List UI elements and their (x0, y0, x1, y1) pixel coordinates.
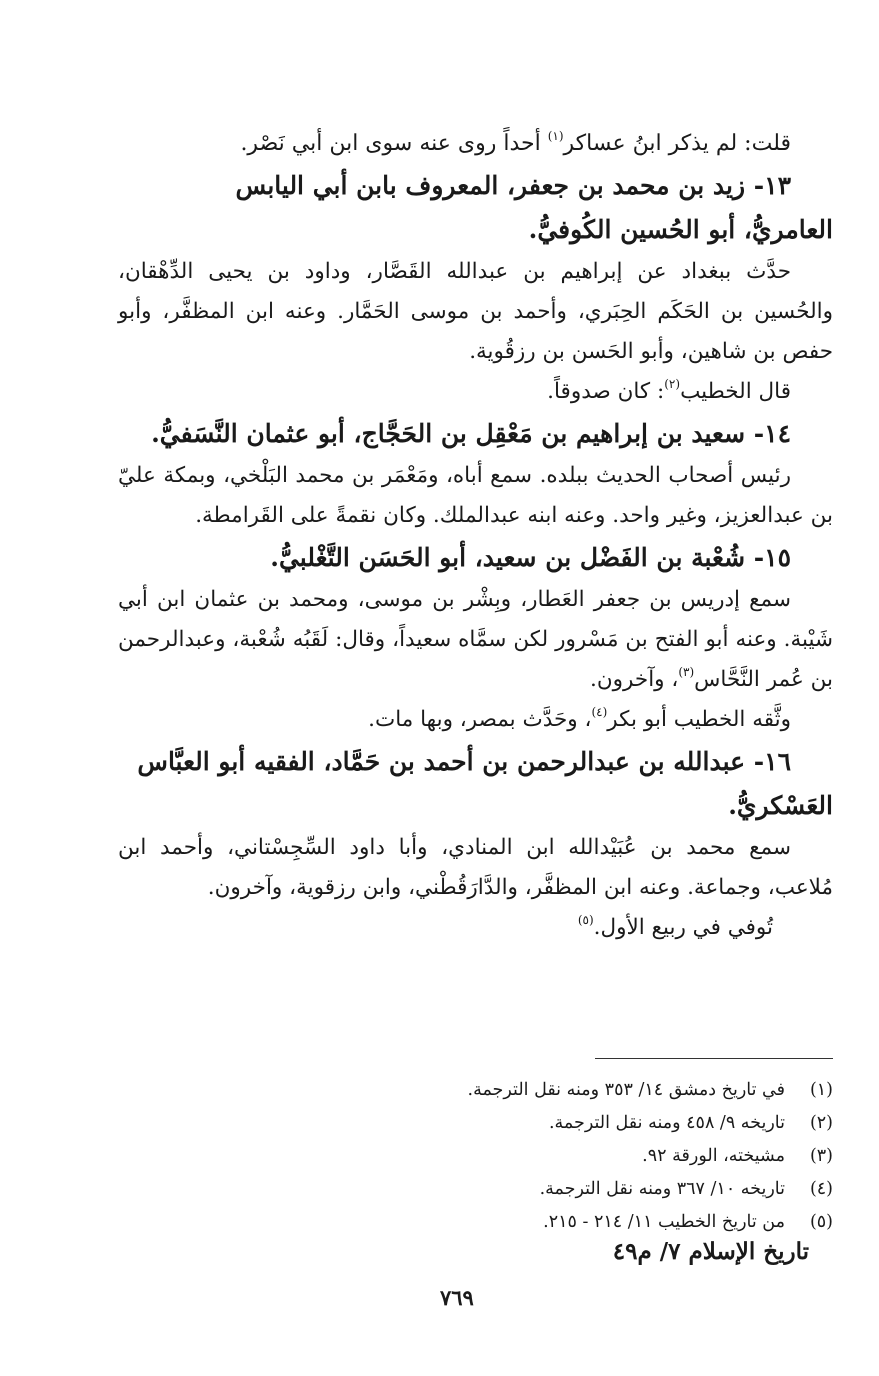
footnote-number: (٥) (809, 1212, 833, 1232)
entry-13-citation (118, 372, 833, 412)
entry-15-paragraph (118, 580, 833, 700)
entry-15-heading: ١٥- شُعْبة بن الفَضْل بن سعيد، أبو الحَسَن التَّغْلبيُّ. (270, 543, 791, 572)
footnote-text: مشيخته، الورقة ٩٢. (642, 1146, 785, 1166)
footnote-number: (٣) (809, 1146, 833, 1166)
footnote-text: من تاريخ الخطيب ١١/ ٢١٤ - ٢١٥. (543, 1212, 785, 1232)
footnote-5 (113, 1206, 833, 1239)
footnote-ref-3: (٣) (678, 665, 695, 679)
entry-13-heading: ١٣- زيد بن محمد بن جعفر، المعروف بابن أبي اليابس (235, 171, 791, 200)
footnote-1 (113, 1074, 833, 1107)
footnote-number: (٤) (809, 1179, 833, 1199)
footnote-2 (113, 1107, 833, 1140)
entry-13-citation-text: قال الخطيب (680, 379, 791, 404)
footnote-4 (113, 1173, 833, 1206)
footnote-ref-2: (٢) (664, 377, 681, 391)
book-title-footer: تاريخ الإسلام ٧/ م٤٩ (612, 1238, 809, 1265)
entry-13-heading-continued: العامريُّ، أبو الحُسين الكُوفيُّ. (528, 215, 833, 244)
footnote-number: (١) (809, 1080, 833, 1100)
entry-15-paragraph-text: سمع إدريس بن جعفر العَطار، وبِشْر بن موسى، ومحمد بن عثمان ابن أبي شَيْبة. وعنه أبو الفتح بن مَسْرور لكن سمَّاه سعيداً، وقال: لَقَبُه شُعْبة، وعبدالرحمن بن عُمر النَّحَّاس (118, 587, 833, 692)
entry-16-heading-continued: العَسْكريُّ. (728, 791, 833, 820)
footnote-ref-5: (٥) (577, 913, 594, 927)
entry-16-heading: ١٦- عبدالله بن عبدالرحمن بن أحمد بن حَمَّاد، الفقيه أبو العبَّاس (137, 747, 791, 776)
intro-text: قلت: لم يذكر ابنُ عساكر (563, 131, 791, 156)
entry-16-death-text: تُوفي في ربيع الأول. (593, 915, 773, 940)
entry-13-paragraph: حدَّث ببغداد عن إبراهيم بن عبدالله القَصَّار، وداود بن يحيى الدِّهْقان، والحُسين بن الحَكَم الحِبَري، وأحمد بن موسى الحَمَّار. وعنه ابن المظفَّر، وأبو حفص بن شاهين، وأبو الحَسن بن رزقُوية. (118, 259, 833, 364)
entry-15-citation-end: ، وحَدَّث بمصر، وبها مات. (368, 707, 592, 732)
intro-text-continued: أحداً روى عنه سوى ابن أبي نَصْر. (240, 131, 548, 156)
footnote-ref-4: (٤) (591, 705, 608, 719)
page-number: ٧٦٩ (440, 1285, 474, 1310)
entry-15-citation-text: وثَّقه الخطيب أبو بكر (607, 707, 791, 732)
entry-14-paragraph: رئيس أصحاب الحديث ببلده. سمع أباه، ومَعْمَر بن محمد البَلْخي، وبمكة عليّ بن عبدالعزيز، وغير واحد. وعنه ابنه عبدالملك. وكان نقمةً على القَرامطة. (118, 463, 833, 528)
intro-note (118, 124, 833, 164)
footnote-3 (113, 1140, 833, 1173)
entry-15-citation (118, 700, 833, 740)
entry-13-citation-quote: : كان صدوقاً. (547, 379, 665, 404)
entry-16-death-note (118, 908, 833, 948)
footnote-ref-1: (١) (547, 129, 564, 143)
footnote-text: تاريخه ٩/ ٤٥٨ ومنه نقل الترجمة. (548, 1113, 785, 1133)
footnote-text: في تاريخ دمشق ١٤/ ٣٥٣ ومنه نقل الترجمة. (467, 1080, 785, 1100)
footnote-number: (٢) (809, 1113, 833, 1133)
entry-16-paragraph: سمع محمد بن عُبَيْدالله ابن المنادي، وأبا داود السِّجِسْتاني، وأحمد ابن مُلاعب، وجماعة. وعنه ابن المظفَّر، والدَّارَقُطْني، وابن رزقوية، وآخرون. (118, 835, 833, 900)
entry-15-paragraph-end: ، وآخرون. (590, 667, 679, 692)
footnotes (113, 1074, 833, 1239)
footnote-divider (595, 1058, 833, 1059)
entry-14-heading: ١٤- سعيد بن إبراهيم بن مَعْقِل بن الحَجَّاج، أبو عثمان النَّسَفيُّ. (151, 419, 791, 448)
footnote-text: تاريخه ١٠/ ٣٦٧ ومنه نقل الترجمة. (539, 1179, 785, 1199)
main-text (118, 124, 833, 948)
